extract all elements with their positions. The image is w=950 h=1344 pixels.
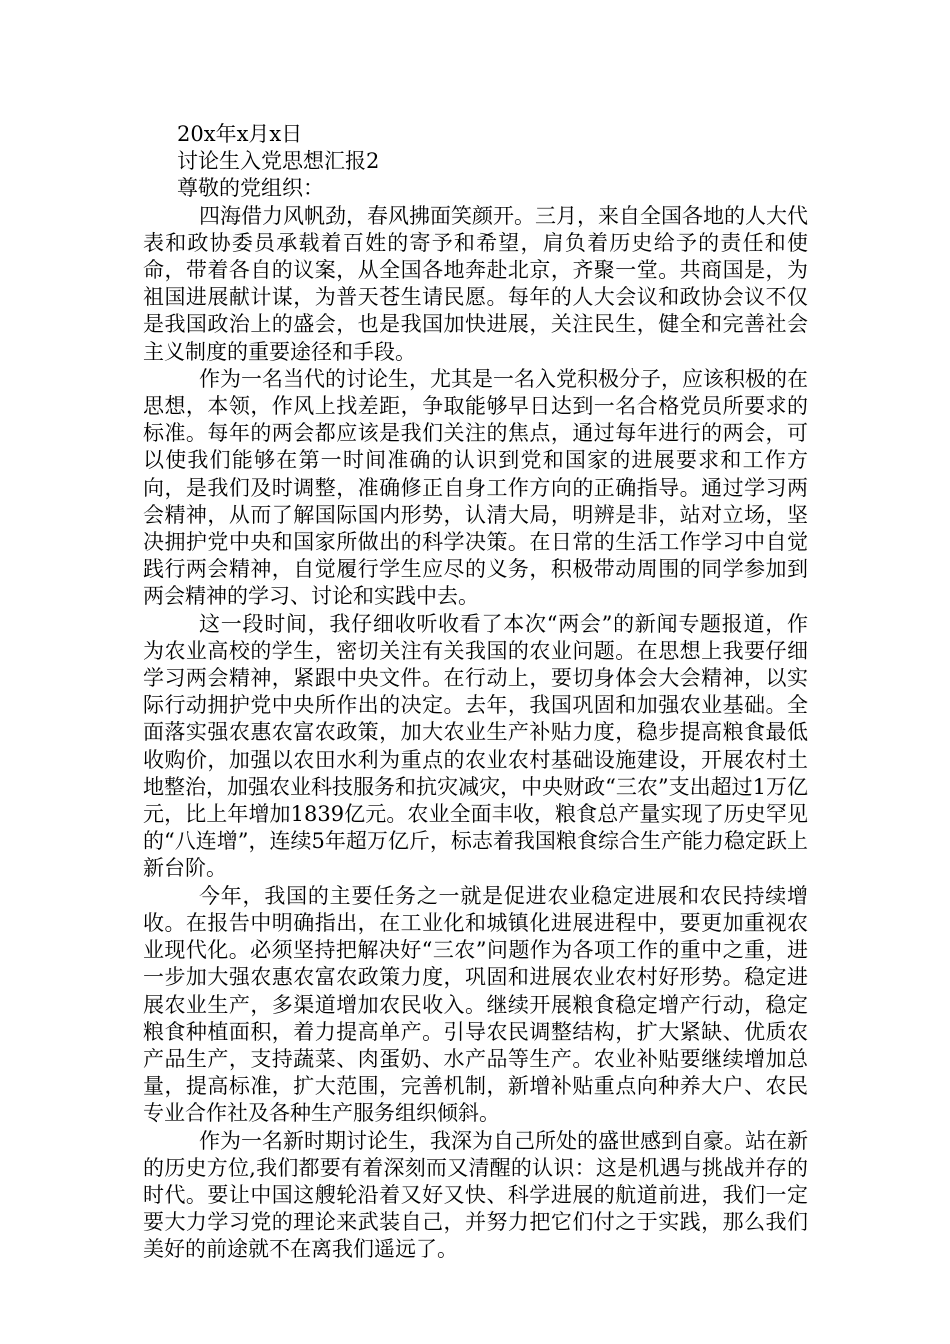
paragraph-4: 今年，我国的主要任务之一就是促进农业稳定进展和农民持续增收。在报告中明确指出，在工业化和城镇化进展进程中，要更加重视农业现代化。必须坚持把解决好“三农”问题作为各项工作的重中之重，进一步加大强农惠农富农政策力度，巩固和进展农业农村好形势。稳定进展农业生产，多渠道增加农民收入。继续开展粮食稳定增产行动，稳定粮食种植面积，着力提高单产。引导农民调整结构，扩大紧缺、优质农产品生产，支持蔬菜、肉蛋奶、水产品等生产。农业补贴要继续增加总量，提高标准，扩大范围，完善机制，新增补贴重点向种养大户、农民专业合作社及各种生产服务组织倾斜。: [143, 883, 808, 1126]
document-page: [143, 121, 808, 1264]
paragraph-1: 四海借力风帆劲，春风拂面笑颜开。三月，来自全国各地的人大代表和政协委员承载着百姓的寄予和希望，肩负着历史给予的责任和使命，带着各自的议案，从全国各地奔赴北京，齐聚一堂。共商国是，为祖国进展献计谋，为普天苍生请民愿。每年的人大会议和政协会议不仅是我国政治上的盛会，也是我国加快进展，关注民生，健全和完善社会主义制度的重要途径和手段。: [143, 203, 808, 364]
document-date: 20x年x月x日: [177, 122, 303, 146]
document-salutation: 尊敬的党组织：: [177, 176, 324, 201]
paragraph-3: 这一段时间，我仔细收听收看了本次“两会”的新闻专题报道，作为农业高校的学生，密切关注有关我国的农业问题。在思想上我要仔细学习两会精神，紧跟中央文件。在行动上，要切身体会大会精神，以实际行动拥护党中央所作出的决定。去年，我国巩固和加强农业基础。全面落实强农惠农富农政策，加大农业生产补贴力度，稳步提高粮食最低收购价，加强以农田水利为重点的农业农村基础设施建设，开展农村土地整治，加强农业科技服务和抗灾减灾，中央财政“三农”支出超过1万亿元，比上年增加1839亿元。农业全面丰收，粮食总产量实现了历史罕见的“八连增”，连续5年超万亿斤，标志着我国粮食综合生产能力稳定跃上新台阶。: [143, 611, 808, 881]
document-title: 讨论生入党思想汇报2: [177, 149, 380, 174]
paragraph-2: 作为一名当代的讨论生，尤其是一名入党积极分子，应该积极的在思想，本领，作风上找差距，争取能够早日达到一名合格党员所要求的标准。每年的两会都应该是我们关注的焦点，通过每年进行的两会，可以使我们能够在第一时间准确的认识到党和国家的进展要求和工作方向，是我们及时调整，准确修正自身工作方向的正确指导。通过学习两会精神，从而了解国际国内形势，认清大局，明辨是非，站对立场，坚决拥护党中央和国家所做出的科学决策。在日常的生活工作学习中自觉践行两会精神，自觉履行学生应尽的义务，积极带动周围的同学参加到两会精神的学习、讨论和实践中去。: [143, 366, 808, 609]
paragraph-5: 作为一名新时期讨论生，我深为自己所处的盛世感到自豪。站在新的历史方位,我们都要有着深刻而又清醒的认识：这是机遇与挑战并存的时代。要让中国这艘轮沿着又好又快、科学进展的航道前进，我们一定要大力学习党的理论来武装自己，并努力把它们付之于实践，那么我们美好的前途就不在离我们遥远了。: [143, 1128, 808, 1262]
